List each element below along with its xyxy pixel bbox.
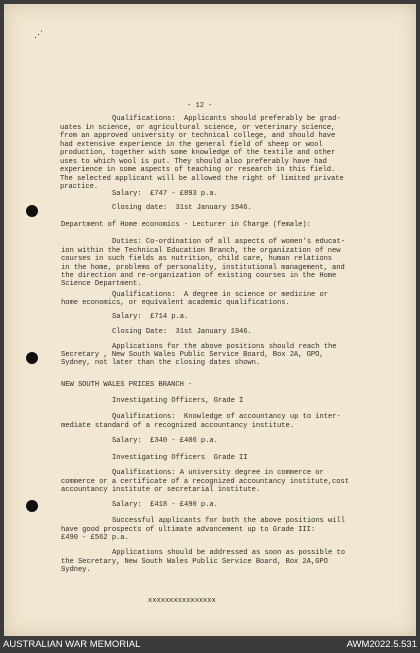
text-line: Science Department. [61,280,142,288]
text-line: Secretary , New South Wales Public Service Board, Box 2A, GPO, [61,351,324,359]
page-number: - 12 - [187,102,213,110]
text-line: commerce or a certificate of a recognized accountancy institute,cost [61,478,349,486]
text-line: experience in some aspects of teaching or research in this field. [60,166,336,174]
text-line: Department of Home economics - Lecturer in Charge (female): [61,221,311,229]
text-line: practice. [60,183,99,191]
text-line: from an approved university or technical college, and should have [60,132,336,140]
text-line: in the home, problems of personality, institutional management, and [61,264,345,272]
text-line: ion within the Technical Education Branch, the organization of new [61,247,341,255]
text-line: Salary: £714 p.a. [112,313,189,321]
text-line: Investigating Officers Grade II [112,454,248,462]
text-line: had extensive experience in the general field of sheep or wool [60,141,323,149]
text-line: Qualifications: A university degree in commerce or [112,469,324,477]
punch-hole [26,500,38,512]
text-line: Qualifications: Applicants should preferably be grad- [112,115,341,123]
text-line: the direction and re-organization of existing courses in the Home [61,272,337,280]
text-line: Closing Date: 31st January 1946. [112,328,252,336]
text-line: Sydney. [61,566,91,574]
archive-footer [0,636,420,653]
text-line: Salary: £747 - £893 p.a. [112,190,218,198]
punch-hole [26,205,38,217]
text-line: uses to which wool is put. They should also preferably have had [60,158,327,166]
text-line: production, together with some knowledge of the textile and other [60,149,336,157]
text-line: accountancy institute or secretarial institute. [61,486,261,494]
document-page [4,4,416,636]
text-line: the Secretary, New South Wales Public Service Board, Box 2A,GPO [61,558,328,566]
text-line: The selected applicant will be allowed the right of limited private [60,175,344,183]
text-line: Sydney, not later than the closing dates shown. [61,359,261,367]
text-line: have good prospects of ultimate advancement up to Grade III: [61,526,316,534]
text-line: mediate standard of a recognized accountancy institute. [61,422,294,430]
text-line: Duties: Co-ordination of all aspects of women's educat- [112,238,345,246]
text-line: home economics, or equivalent academic qualifications. [61,299,290,307]
ink-mark: ⋰ [34,30,43,40]
text-line: Successful applicants for both the above positions will [112,517,345,525]
text-line: Qualifications: A degree in science or medicine or [112,291,328,299]
text-line: Applications for the above positions should reach the [112,343,337,351]
text-line: £490 - £562 p.a. [61,534,129,542]
text-line: Closing date: 31st January 1946. [112,204,252,212]
text-line: uates in science, or agricultural science, or veterinary science, [60,124,336,132]
text-line: Investigating Officers, Grade I [112,397,244,405]
text-line: Salary: £340 - £406 p.a. [112,437,218,445]
text-line: Applications should be addressed as soon as possible to [112,549,345,557]
footer-right-text: AWM2022.5.531 [346,639,417,650]
text-line: courses in such fields as nutrition, child care, human relations [61,255,333,263]
text-line: Qualifications: Knowledge of accountancy up to inter- [112,413,341,421]
text-line: NEW SOUTH WALES PRICES BRANCH - [61,381,193,389]
text-line: Salary: £418 - £490 p.a. [112,501,218,509]
text-line: xxxxxxxxxxxxxxxx [148,597,216,605]
punch-hole [26,352,38,364]
footer-left-text: AUSTRALIAN WAR MEMORIAL [3,639,141,650]
